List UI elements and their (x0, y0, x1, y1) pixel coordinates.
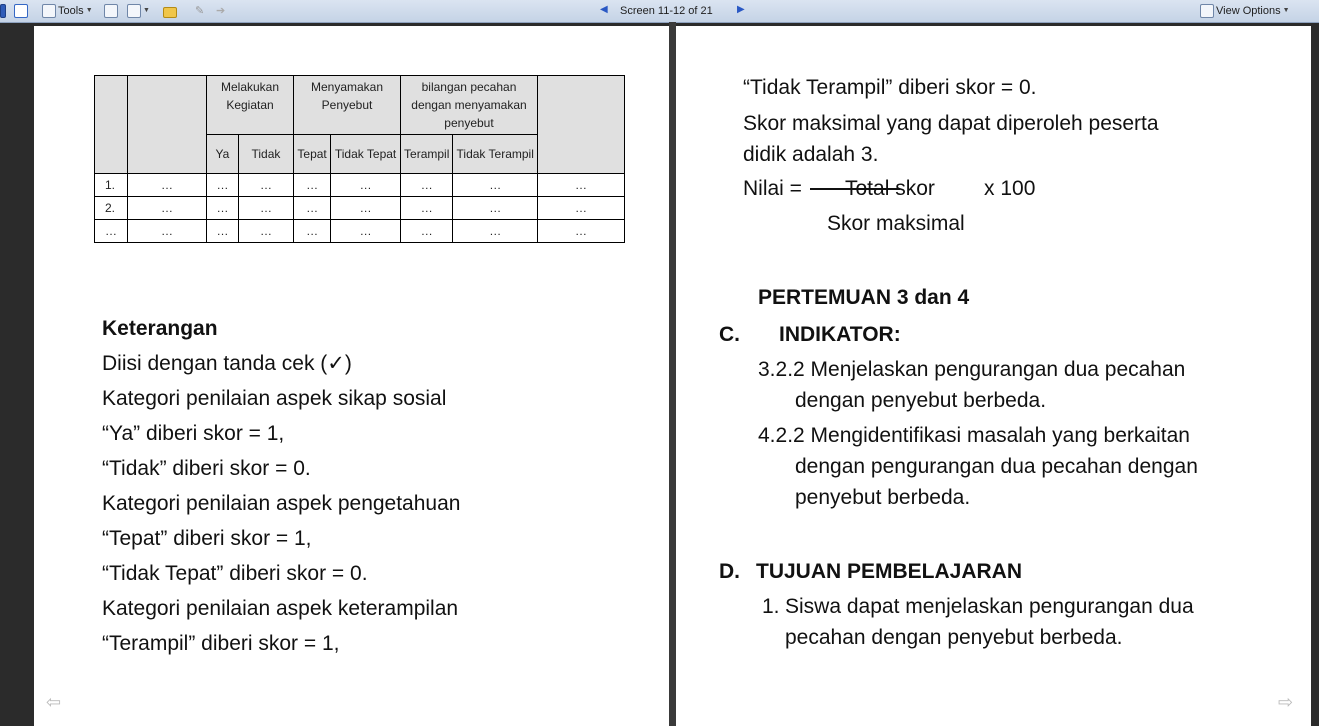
previous-page-arrow-icon[interactable]: ⇦ (46, 692, 62, 712)
table-cell: … (453, 220, 538, 243)
table-cell: … (128, 220, 207, 243)
table-cell: … (538, 220, 625, 243)
text-line: Diisi dengan tanda cek (✓) (102, 352, 352, 375)
fraction-line (810, 188, 900, 190)
chevron-down-icon: ▼ (85, 7, 93, 14)
assessment-table (94, 75, 625, 243)
goal-item: Siswa dapat menjelaskan pengurangan dua (785, 595, 1194, 618)
text-line: Kategori penilaian aspek sikap sosial (102, 387, 447, 410)
previous-screen-icon[interactable]: ◀ (600, 4, 608, 15)
table-cell: … (294, 220, 331, 243)
table-cell: … (294, 197, 331, 220)
table-cell: … (128, 174, 207, 197)
table-cell: 2. (95, 197, 128, 220)
explanation-heading: Keterangan (102, 317, 218, 340)
formula-lhs: Nilai = (743, 177, 802, 200)
table-cell: 1. (95, 174, 128, 197)
tools-menu[interactable] (42, 3, 93, 19)
save-icon[interactable] (0, 3, 6, 19)
section-c-letter: C. (719, 323, 740, 346)
table-row (95, 220, 625, 243)
table-cell: … (331, 220, 401, 243)
formula-multiplier: x 100 (984, 177, 1036, 200)
table-cell: … (128, 197, 207, 220)
goal-item-cont: pecahan dengan penyebut berbeda. (785, 626, 1123, 649)
table-sub-header: Tepat (294, 135, 331, 174)
table-cell: … (401, 197, 453, 220)
next-page-arrow-icon[interactable]: ⇨ (1278, 692, 1294, 712)
table-sub-header: Tidak Terampil (453, 135, 538, 174)
reader-toolbar (0, 0, 1319, 23)
text-line: “Tidak Tepat” diberi skor = 0. (102, 562, 368, 585)
forward-icon[interactable]: ➔ (216, 5, 226, 17)
table-cell: … (238, 174, 293, 197)
text-line: Skor maksimal yang dapat diperoleh peserta (743, 112, 1159, 135)
table-row (95, 174, 625, 197)
section-c-title: INDIKATOR: (779, 323, 901, 346)
explanation-text (102, 311, 460, 661)
table-cell: … (331, 174, 401, 197)
table-header-cell (128, 76, 207, 174)
table-group-header: Melakukan Kegiatan (207, 76, 294, 135)
goal-number: 1. (762, 595, 780, 618)
text-line: “Tidak Terampil” diberi skor = 0. (743, 76, 1037, 99)
table-cell: … (238, 220, 293, 243)
edit-icon[interactable]: ✎ (195, 5, 205, 17)
tools-label: Tools (58, 5, 84, 17)
table-cell: … (207, 197, 239, 220)
table-cell: … (453, 197, 538, 220)
chevron-down-icon: ▼ (1282, 7, 1290, 14)
text-line: didik adalah 3. (743, 143, 879, 166)
view-options-label: View Options (1216, 5, 1281, 17)
table-cell: … (538, 197, 625, 220)
left-page (34, 26, 669, 726)
indicator-item: 3.2.2 Menjelaskan pengurangan dua pecahan (758, 358, 1186, 381)
table-sub-header: Terampil (401, 135, 453, 174)
table-cell: … (207, 220, 239, 243)
table-cell: … (238, 197, 293, 220)
text-line: Kategori penilaian aspek keterampilan (102, 597, 459, 620)
section-d-letter: D. (719, 560, 740, 583)
table-cell: … (401, 174, 453, 197)
indicator-item-cont: dengan penyebut berbeda. (795, 389, 1047, 412)
page-view-icon[interactable] (14, 3, 28, 19)
meeting-heading: PERTEMUAN 3 dan 4 (758, 286, 970, 309)
table-cell: … (538, 174, 625, 197)
table-group-header: Menyamakan Penyebut (294, 76, 401, 135)
view-options-menu[interactable] (1200, 3, 1290, 19)
table-cell: … (453, 174, 538, 197)
table-header-cell (95, 76, 128, 174)
table-sub-header: Tidak (238, 135, 293, 174)
table-cell: … (401, 220, 453, 243)
text-line: Kategori penilaian aspek pengetahuan (102, 492, 461, 515)
formula-numerator: Total skor (845, 177, 935, 200)
indicator-item-cont: dengan pengurangan dua pecahan dengan (795, 455, 1198, 478)
table-header-cell (538, 76, 625, 174)
table-group-header: bilangan pecahan dengan menyamakan penyebut (401, 76, 538, 135)
view-options-icon (1200, 4, 1214, 18)
next-screen-icon[interactable]: ▶ (737, 4, 745, 15)
text-line: “Tepat” diberi skor = 1, (102, 527, 312, 550)
page-divider (669, 22, 676, 726)
indicator-item-cont: penyebut berbeda. (795, 486, 971, 509)
research-icon[interactable] (104, 3, 118, 19)
formula-denominator: Skor maksimal (827, 212, 965, 235)
table-cell: … (95, 220, 128, 243)
spelling-icon[interactable]: ▼ (127, 3, 150, 19)
text-line: “Ya” diberi skor = 1, (102, 422, 285, 445)
table-sub-header: Ya (207, 135, 239, 174)
table-row (95, 197, 625, 220)
table-cell: … (331, 197, 401, 220)
table-cell: … (294, 174, 331, 197)
indicator-item: 4.2.2 Mengidentifikasi masalah yang berkaitan (758, 424, 1190, 447)
section-d-title: TUJUAN PEMBELAJARAN (756, 560, 1023, 583)
tools-icon (42, 4, 56, 18)
table-cell: … (207, 174, 239, 197)
text-line: “Tidak” diberi skor = 0. (102, 457, 311, 480)
text-line: “Terampil” diberi skor = 1, (102, 632, 340, 655)
screen-counter: Screen 11-12 of 21 (620, 5, 713, 17)
folder-icon[interactable] (163, 3, 177, 19)
table-sub-header: Tidak Tepat (331, 135, 401, 174)
